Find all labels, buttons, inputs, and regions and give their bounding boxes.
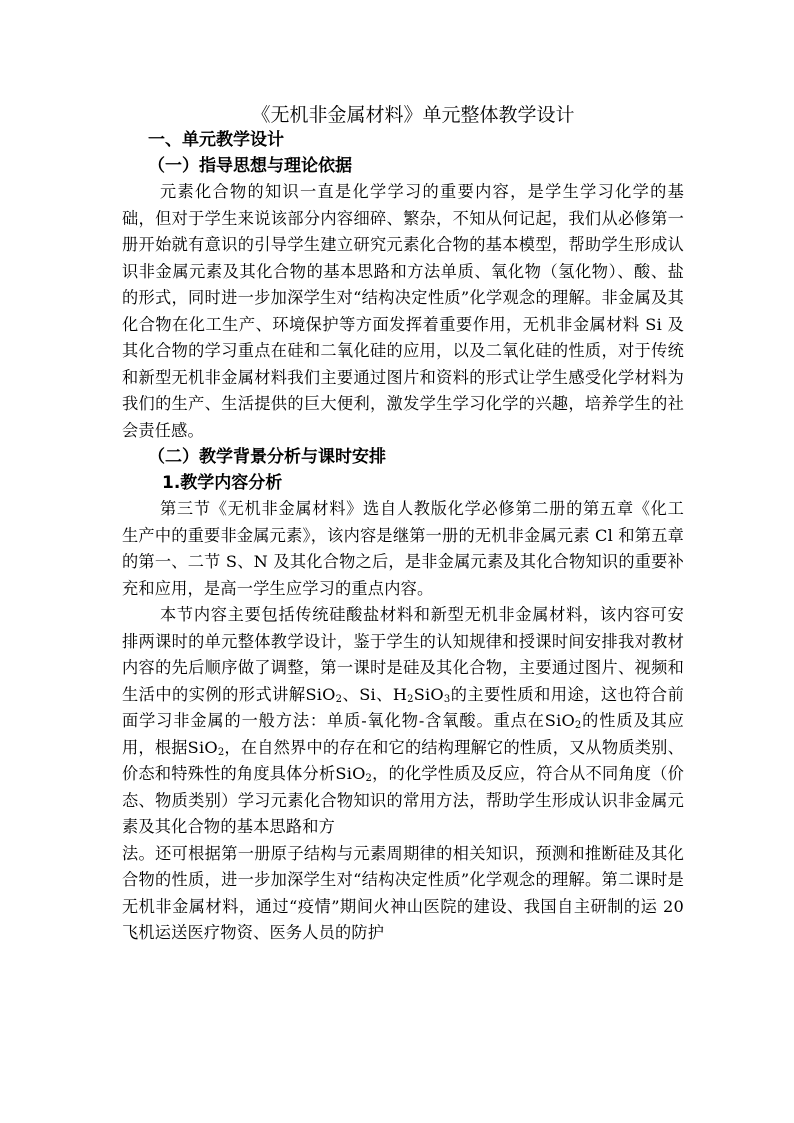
formula-subscript: 2	[365, 773, 373, 784]
text-run: ，在自然界中的存在和它的结构理解它的性质，又从物质类别、价态和特殊性的角度具体分析	[122, 737, 684, 783]
formula-text: SiO	[413, 684, 444, 704]
section-heading-unit-design: 一、单元教学设计	[148, 130, 284, 150]
formula-subscript: 2	[574, 720, 582, 731]
formula-text: SiO	[187, 737, 218, 757]
formula-subscript: 2	[335, 693, 343, 705]
formula-sio2	[306, 685, 343, 704]
formula-subscript: 2	[217, 746, 225, 758]
formula-subscript: 2	[407, 693, 414, 705]
text-run: ，的化学性质及反应，符合从不同角度（价态、物质类别）学习元素化合物知识的常用方法，帮助学生形成认识非金属元素及其化合物的基本思路和方	[122, 764, 684, 836]
text-run: 本节内容主要包括传统硅酸盐材料和新型无机非金属材料，该内容可安排两课时的单元整体教学设计，鉴于学生的认知规律和授课时间安排我对教材内容的先后顺序做了调整，第一课时是硅及其化合物，主要通过图片、视频和生活中的实例的形式讲解	[122, 605, 684, 704]
subsection-heading-guiding-ideas: （一）指导思想与理论依据	[148, 156, 352, 176]
paragraph-continued: 法。还可根据第一册原子结构与元素周期律的相关知识，预测和推断硅及其化合物的性质，进一步加深学生对“结构决定性质”化学观念的理解。第二课时是无机非金属材料，通过“疫情”期间火神山医院的建设、我国自主研制的运 20 飞机运送医疗物资、医务人员的防护	[122, 843, 684, 942]
paragraph-lesson-arrangement	[122, 602, 684, 841]
text-run: 的性质及其应用，根据	[122, 711, 684, 757]
formula-sio2	[188, 738, 225, 757]
formula-text: SiO	[335, 764, 366, 783]
formula-sio2	[545, 711, 582, 730]
formula-subscript: 3	[443, 693, 451, 705]
document-title: 《无机非金属材料》单元整体教学设计	[251, 104, 575, 126]
formula-sio2	[335, 764, 372, 783]
subsection-heading-background-analysis: （二）教学背景分析与课时安排	[148, 447, 386, 467]
document-body	[122, 103, 684, 947]
paragraph-guiding-ideas: 元素化合物的知识一直是化学学习的重要内容，是学生学习化学的基础，但对于学生来说该部分内容细碎、繁杂，不知从何记起，我们从必修第一册开始就有意识的引导学生建立研究元素化合物的基本模型，帮助学生形成认识非金属元素及其化合物的基本思路和方法单质、氧化物（氢化物）、酸、盐的形式，同时进一步加深学生对“结构决定性质”化学观念的理解。非金属及其化合物在化工生产、环境保护等方面发挥着重要作用，无机非金属材料 Si 及其化合物的学习重点在硅和二氧化硅的应用，以及二氧化硅的性质，对于传统和新型无机非金属材料我们主要通过图片和资料的形式让学生感受化学材料为我们的生产、生活提供的巨大便利，激发学生学习化学的兴趣，培养学生的社会责任感。	[122, 182, 684, 440]
text-run: 的主要性质和用途，这也符合前面学习非金属的一般方法：单质-氧化物-含氧酸。重点在	[122, 684, 684, 730]
text-run: 、Si、H	[342, 684, 408, 704]
formula-text: SiO	[305, 684, 336, 704]
paragraph-section-source: 第三节《无机非金属材料》选自人教版化学必修第二册的第五章《化工生产中的重要非金属元素》，该内容是继第一册的无机非金属元素 Cl 和第五章的第一、二节 S、N 及其化合物之后，是非金属元素及其化合物知识的重要补充和应用，是高一学生应学习的重点内容。	[122, 499, 684, 598]
subheading-content-analysis: 1.教学内容分析	[162, 473, 283, 493]
formula-text: SiO	[544, 711, 575, 730]
